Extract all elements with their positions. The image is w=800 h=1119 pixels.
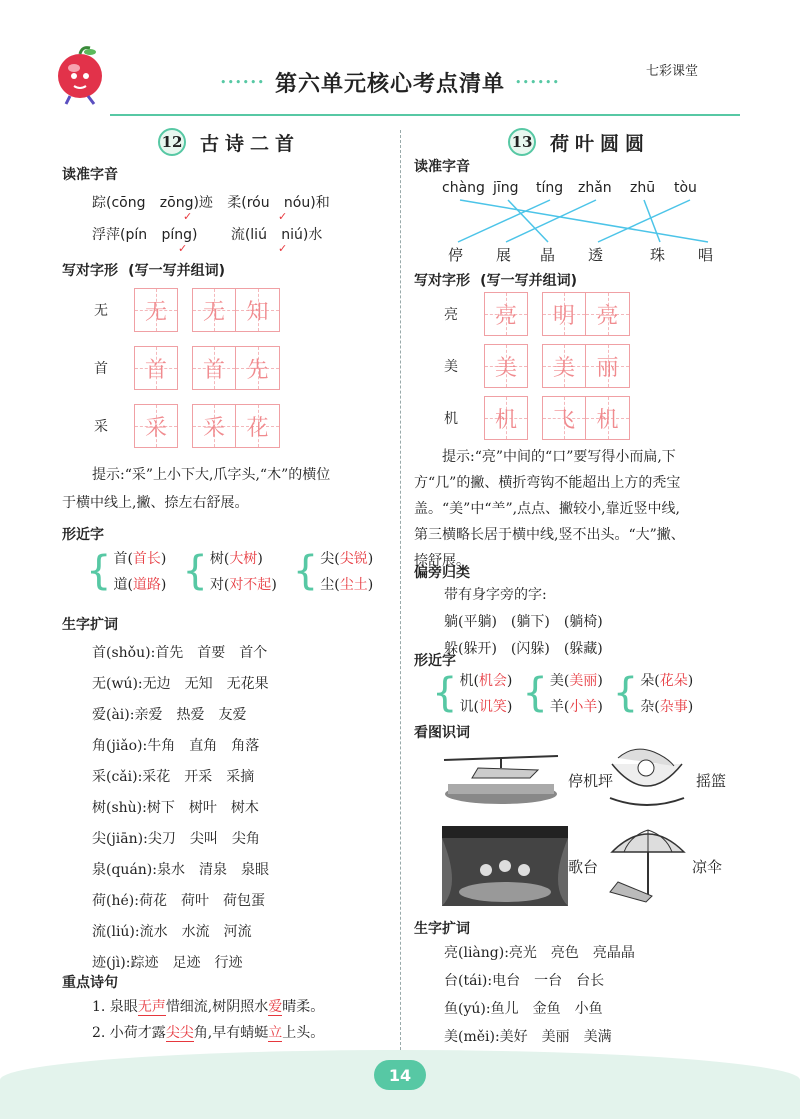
read-option: zōng)迹 bbox=[159, 195, 213, 211]
grid-cell: 先 bbox=[236, 346, 280, 390]
read-option: 柔(róu bbox=[227, 195, 270, 211]
section-picture-title: 看图识词 bbox=[414, 725, 470, 741]
grid-cell: 采 bbox=[134, 404, 178, 448]
write-row-label: 亮 bbox=[444, 307, 458, 323]
check-mark: ✓ bbox=[178, 242, 188, 255]
grid-cell: 采 bbox=[192, 404, 236, 448]
pinyin-match-exercise bbox=[436, 176, 726, 266]
expand-item: 泉(quán):泉水 清泉 泉眼 bbox=[92, 862, 269, 878]
section-read-title: 读准字音 bbox=[62, 167, 118, 183]
grid-cell: 丽 bbox=[586, 344, 630, 388]
page-number: 14 bbox=[374, 1060, 426, 1090]
tip-line: 盖。“美”中“⺷”,点点、撇较小,靠近竖中线, bbox=[414, 501, 680, 517]
expand-item: 角(jiǎo):牛角 直角 角落 bbox=[92, 738, 260, 754]
lesson-number-badge: 13 bbox=[508, 128, 536, 156]
expand-item: 树(shù):树下 树叶 树木 bbox=[92, 800, 259, 816]
similar-group: { 美(美丽) 羊(小羊) bbox=[522, 670, 603, 716]
similar-group: { 树(大树) 对(对不起) bbox=[182, 548, 277, 594]
grid-cell: 亮 bbox=[484, 292, 528, 336]
check-mark: ✓ bbox=[278, 242, 288, 255]
section-similar-title: 形近字 bbox=[414, 653, 456, 669]
read-option: 流(liú bbox=[230, 227, 267, 243]
grid-cell: 机 bbox=[484, 396, 528, 440]
expand-item: 无(wú):无边 无知 无花果 bbox=[92, 676, 269, 692]
section-poem-title: 重点诗句 bbox=[62, 975, 118, 991]
write-row-label: 首 bbox=[94, 361, 108, 377]
picture-label: 歌台 bbox=[568, 858, 599, 876]
expand-item: 爱(ài):亲爱 热爱 友爱 bbox=[92, 707, 247, 723]
title-dots-right: •••••• bbox=[515, 75, 560, 89]
write-row bbox=[444, 344, 630, 388]
write-row-label: 美 bbox=[444, 359, 458, 375]
radical-block bbox=[444, 584, 603, 658]
pinyin: zhǎn bbox=[578, 180, 612, 196]
write-row-label: 机 bbox=[444, 411, 458, 427]
page-title: 第六单元核心考点清单 bbox=[274, 71, 505, 97]
match-char: 珠 bbox=[650, 246, 666, 264]
similar-group: { 机(机会) 讥(讥笑) bbox=[432, 670, 513, 716]
section-expand-title: 生字扩词 bbox=[414, 921, 470, 937]
grid-cell: 无 bbox=[192, 288, 236, 332]
read-row-2 bbox=[92, 224, 322, 244]
column-divider bbox=[400, 130, 401, 1050]
lesson-13-heading bbox=[508, 128, 650, 156]
write-grid-left bbox=[94, 288, 280, 448]
read-option: 浮萍(pín bbox=[92, 227, 148, 243]
write-row bbox=[444, 396, 630, 440]
tip-line: 提示:“亮”中间的“口”要写得小而扁,下 bbox=[442, 449, 676, 465]
match-char: 透 bbox=[588, 246, 604, 264]
umbrella-illustration bbox=[606, 822, 690, 908]
tip-line: 方“几”的撇、横折弯钩不能超出上方的秃宝 bbox=[414, 475, 681, 491]
grid-cell: 亮 bbox=[586, 292, 630, 336]
grid-cell: 首 bbox=[192, 346, 236, 390]
write-row bbox=[94, 288, 280, 332]
match-char: 唱 bbox=[698, 246, 714, 264]
grid-cell: 美 bbox=[484, 344, 528, 388]
helipad-illustration bbox=[438, 748, 564, 808]
expand-item: 采(cǎi):采花 开采 采摘 bbox=[92, 769, 255, 785]
check-mark: ✓ bbox=[278, 210, 288, 223]
page-title-bar bbox=[220, 68, 560, 96]
header-rule bbox=[110, 114, 740, 116]
poem-line-2: 2. 小荷才露尖尖角,早有蜻蜓立上头。 bbox=[92, 1025, 325, 1041]
write-subtitle: (写一写并组词) bbox=[128, 263, 225, 279]
write-row bbox=[94, 404, 280, 448]
pinyin: jīng bbox=[493, 180, 519, 196]
pinyin: zhū bbox=[630, 180, 656, 196]
grid-cell: 花 bbox=[236, 404, 280, 448]
expand-list-left bbox=[92, 642, 269, 972]
expand-item: 美(měi):美好 美丽 美满 bbox=[444, 1029, 612, 1045]
poem-line-1: 1. 泉眼无声惜细流,树阴照水爱晴柔。 bbox=[92, 999, 325, 1015]
section-radical-title: 偏旁归类 bbox=[414, 565, 470, 581]
pinyin: tòu bbox=[674, 180, 697, 196]
expand-item: 流(liú):流水 水流 河流 bbox=[92, 924, 252, 940]
stage-illustration bbox=[442, 826, 568, 906]
section-read-title: 读准字音 bbox=[414, 159, 470, 175]
lesson-12-heading bbox=[158, 128, 300, 156]
radical-intro: 带有身字旁的字: bbox=[444, 587, 547, 603]
lesson-title: 荷叶圆圆 bbox=[550, 132, 651, 155]
picture-label: 摇篮 bbox=[696, 772, 727, 790]
lesson-number-badge: 12 bbox=[158, 128, 186, 156]
expand-item: 尖(jiān):尖刀 尖叫 尖角 bbox=[92, 831, 260, 847]
match-char: 晶 bbox=[540, 246, 556, 264]
tip-block-right bbox=[414, 446, 685, 570]
grid-cell: 知 bbox=[236, 288, 280, 332]
expand-item: 迹(jì):踪迹 足迹 行迹 bbox=[92, 955, 243, 971]
check-mark: ✓ bbox=[183, 210, 193, 223]
read-option: píng) bbox=[161, 227, 198, 243]
lesson-title: 古诗二首 bbox=[200, 132, 301, 155]
read-row-1 bbox=[92, 192, 330, 212]
pinyin: tíng bbox=[536, 180, 564, 196]
grid-cell: 美 bbox=[542, 344, 586, 388]
section-similar-title: 形近字 bbox=[62, 527, 104, 543]
match-char: 展 bbox=[496, 246, 512, 264]
read-option: nóu)和 bbox=[283, 195, 330, 211]
match-char: 停 bbox=[448, 246, 464, 264]
grid-cell: 明 bbox=[542, 292, 586, 336]
read-option: niú)水 bbox=[281, 227, 323, 243]
section-write-title bbox=[414, 270, 577, 290]
similar-groups bbox=[86, 548, 373, 594]
tip-line-1: 提示:“采”上小下大,爪字头,“木”的横位 bbox=[92, 467, 331, 483]
pinyin: chàng bbox=[442, 180, 485, 196]
picture-label: 凉伞 bbox=[692, 858, 723, 876]
similar-group: { 尖(尖锐) 尘(尘土) bbox=[292, 548, 374, 594]
title-dots-left: •••••• bbox=[220, 75, 265, 89]
read-option: 踪(cōng bbox=[92, 195, 146, 211]
apple-mascot-logo bbox=[52, 44, 110, 106]
grid-cell: 机 bbox=[586, 396, 630, 440]
section-write-title bbox=[62, 260, 225, 280]
expand-item: 荷(hé):荷花 荷叶 荷包蛋 bbox=[92, 893, 265, 909]
radical-row: 躺(平躺) (躺下) (躺椅) bbox=[444, 614, 603, 630]
expand-list-right bbox=[444, 942, 635, 1046]
write-row-label: 采 bbox=[94, 419, 108, 435]
expand-item: 鱼(yú):鱼儿 金鱼 小鱼 bbox=[444, 1001, 603, 1017]
similar-group: { 首(首长) 道(道路) bbox=[86, 548, 167, 594]
write-subtitle: (写一写并组词) bbox=[480, 273, 577, 289]
write-row bbox=[94, 346, 280, 390]
brand-label: 七彩课堂 bbox=[645, 64, 698, 79]
expand-item: 台(tái):电台 一台 台长 bbox=[444, 973, 605, 989]
expand-item: 亮(liàng):亮光 亮色 亮晶晶 bbox=[444, 945, 635, 961]
similar-groups-right bbox=[432, 670, 693, 716]
tip-line-2: 于横中线上,撇、捺左右舒展。 bbox=[62, 495, 249, 511]
similar-group: { 朵(花朵) 杂(杂事) bbox=[612, 670, 694, 716]
grid-cell: 飞 bbox=[542, 396, 586, 440]
write-row bbox=[444, 292, 630, 336]
grid-cell: 首 bbox=[134, 346, 178, 390]
tip-line: 捺舒展。 bbox=[414, 553, 470, 569]
radical-row: 躲(躲开) (闪躲) (躲藏) bbox=[444, 641, 603, 657]
cradle-illustration bbox=[604, 738, 690, 810]
picture-label: 停机坪 bbox=[568, 772, 614, 790]
match-lines bbox=[436, 176, 726, 266]
write-title: 写对字形 bbox=[414, 273, 470, 289]
write-title: 写对字形 bbox=[62, 263, 118, 279]
expand-item: 首(shǒu):首先 首要 首个 bbox=[92, 645, 268, 661]
tip-line: 第三横略长居于横中线,竖不出头。“大”撇、 bbox=[414, 527, 685, 543]
grid-cell: 无 bbox=[134, 288, 178, 332]
write-grid-right bbox=[444, 292, 630, 440]
write-row-label: 无 bbox=[94, 303, 108, 319]
section-expand-title: 生字扩词 bbox=[62, 617, 118, 633]
